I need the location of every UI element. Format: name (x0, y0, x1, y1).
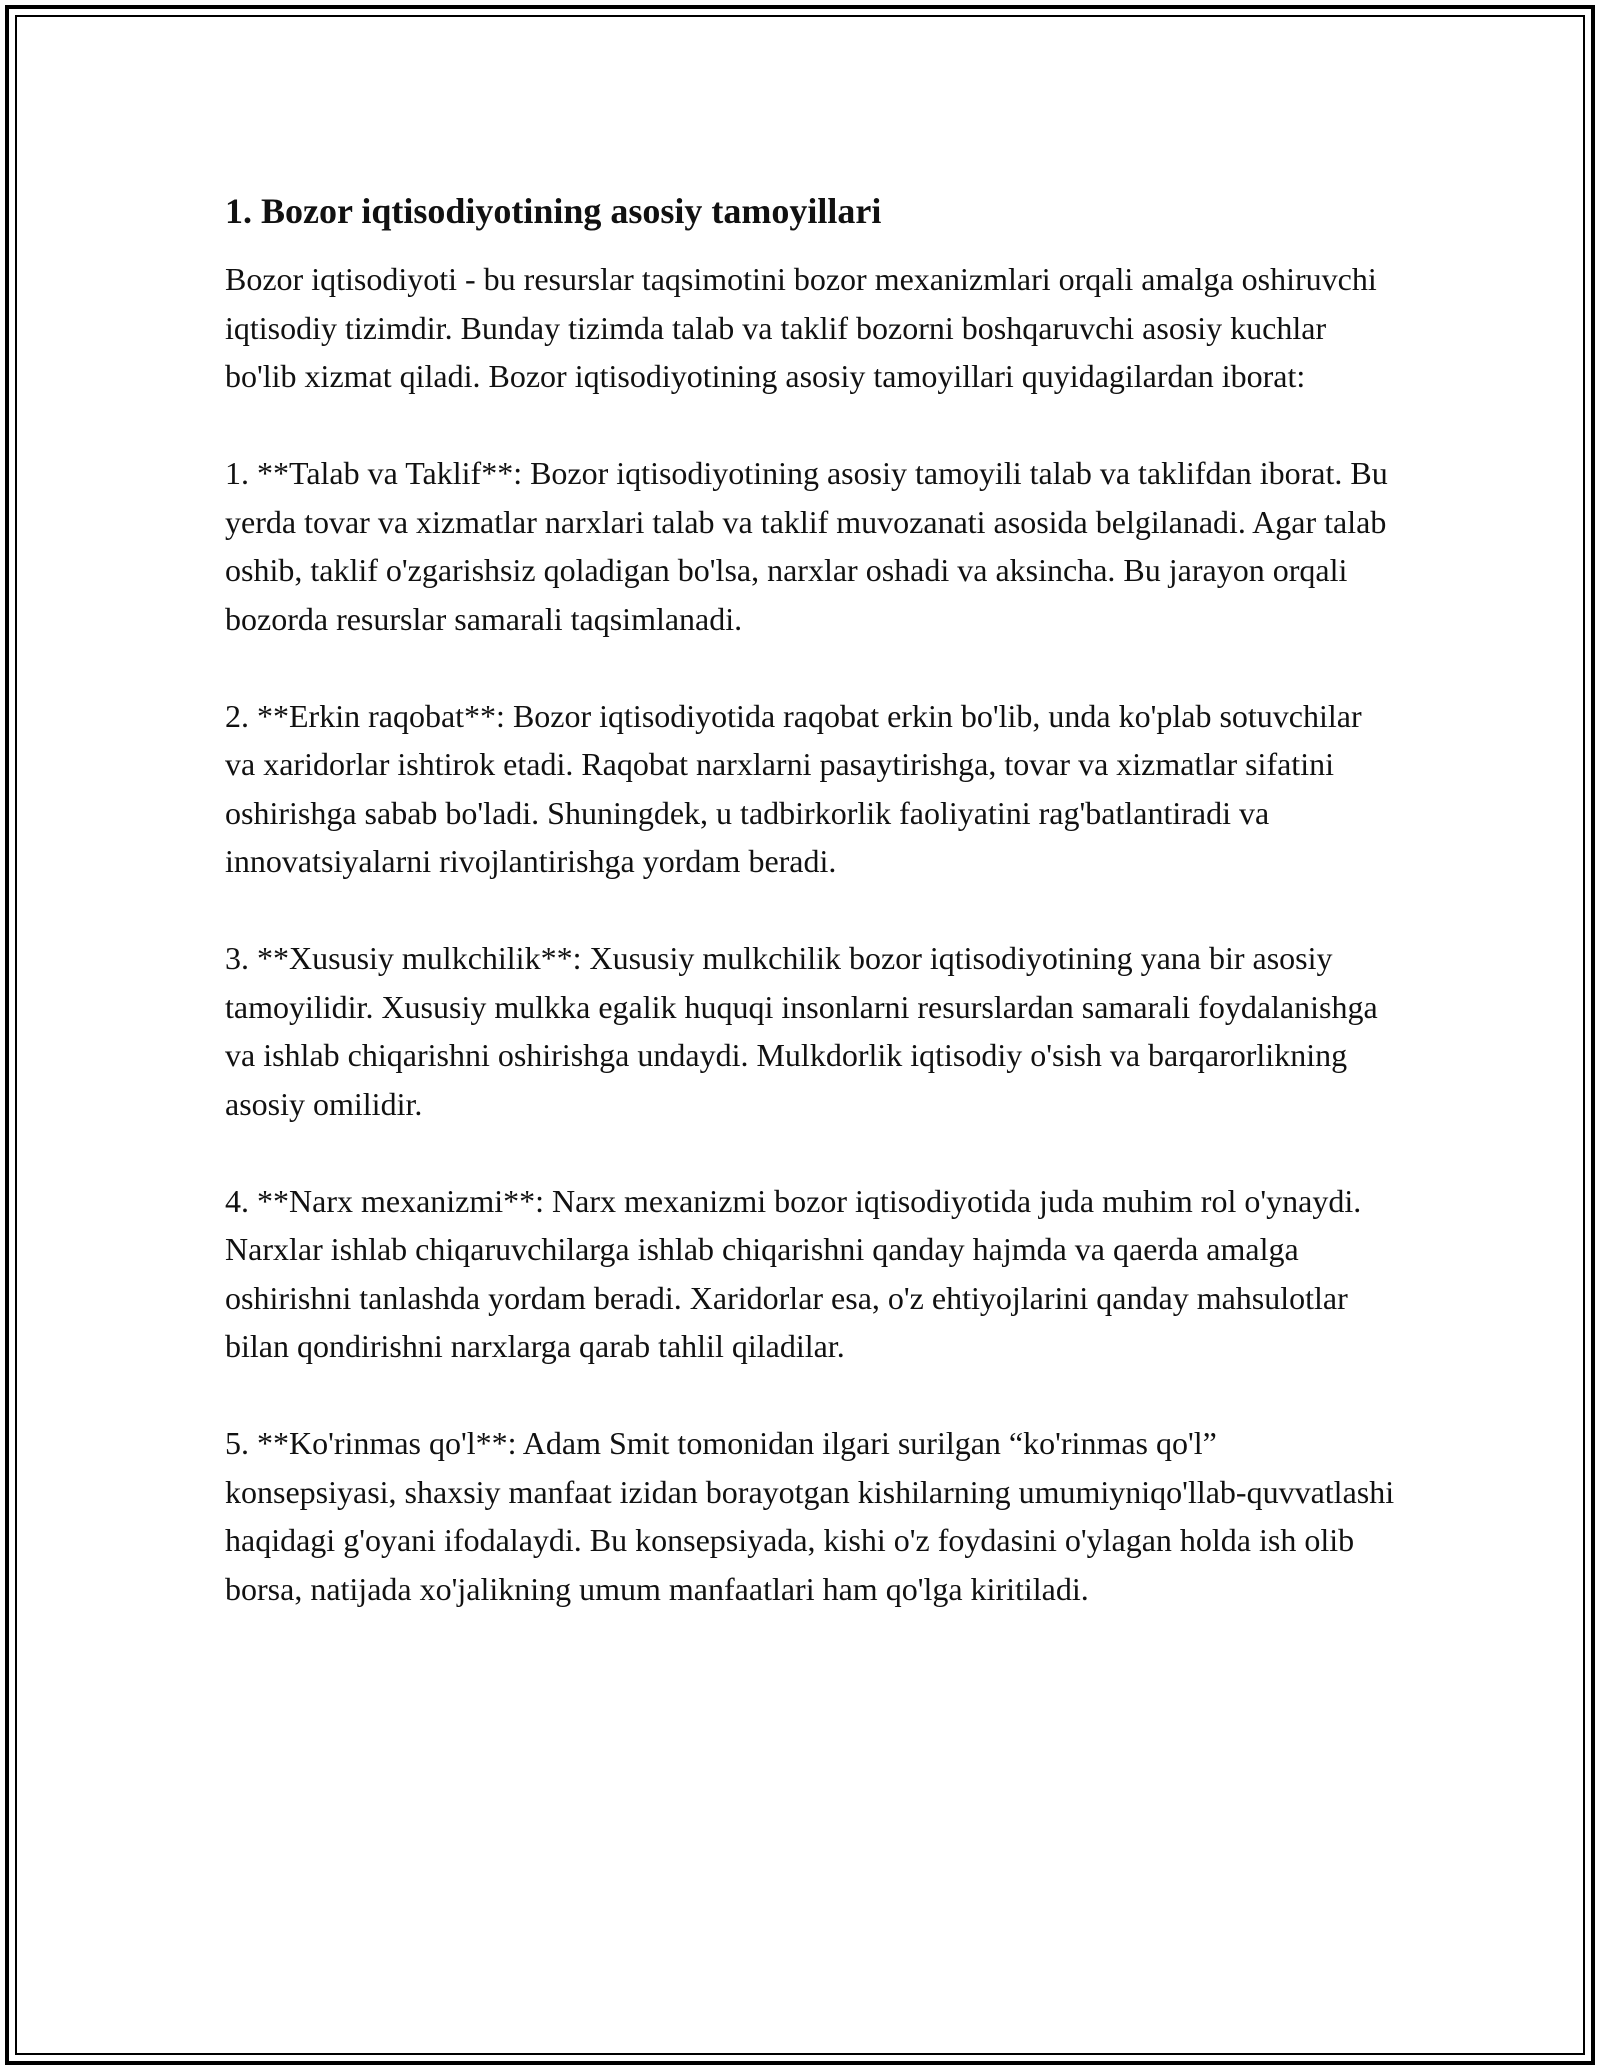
principle-paragraph-5: 5. **Ko'rinmas qo'l**: Adam Smit tomonidan ilgari surilgan “ko'rinmas qo'l” konsepsiyasi, shaxsiy manfaat izidan borayotgan kishilarning umumiyniqo'llab-quvvatlashi haqidagi g'oyani ifodalaydi. Bu konsepsiyada, kishi o'z foydasini o'ylagan holda ish olib borsa, natijada xo'jalikning umum manfaatlari ham qo'lga kiritiladi. (225, 1425, 1395, 1607)
document-body (225, 175, 1395, 1662)
intro-paragraph: Bozor iqtisodiyoti - bu resurslar taqsimotini bozor mexanizmlari orqali amalga oshiruvchi iqtisodiy tizimdir. Bunday tizimda talab va taklif bozorni boshqaruvchi asosiy kuchlar bo'lib xizmat qiladi. Bozor iqtisodiyotining asosiy tamoyillari quyidagilardan iborat: (225, 261, 1377, 394)
principle-paragraph-4: 4. **Narx mexanizmi**: Narx mexanizmi bozor iqtisodiyotida juda muhim rol o'ynaydi. Narxlar ishlab chiqaruvchilarga ishlab chiqarishni qanday hajmda va qaerda amalga oshirishni tanlashda yordam beradi. Xaridorlar esa, o'z ehtiyojlarini qanday mahsulotlar bilan qondirishni narxlarga qarab tahlil qiladilar. (225, 1182, 1362, 1364)
principle-paragraph-3: 3. **Xususiy mulkchilik**: Xususiy mulkchilik bozor iqtisodiyotining yana bir asosiy tamoyilidir. Xususiy mulkka egalik huquqi insonlarni resurslardan samarali foydalanishga va ishlab chiqarishni oshirishga undaydi. Mulkdorlik iqtisodiy o'sish va barqarorlikning asosiy omilidir. (225, 940, 1378, 1122)
principle-paragraph-2: 2. **Erkin raqobat**: Bozor iqtisodiyotida raqobat erkin bo'lib, unda ko'plab sotuvchilar va xaridorlar ishtirok etadi. Raqobat narxlarni pasaytirishga, tovar va xizmatlar sifatini oshirishga sabab bo'ladi. Shuningdek, u tadbirkorlik faoliyatini rag'batlantiradi va innovatsiyalarni rivojlantirishga yordam beradi. (225, 697, 1362, 879)
principle-paragraph-1: 1. **Talab va Taklif**: Bozor iqtisodiyotining asosiy tamoyili talab va taklifdan iborat. Bu yerda tovar va xizmatlar narxlari talab va taklif muvozanati asosida belgilanadi. Agar talab oshib, taklif o'zgarishsiz qoladigan bo'lsa, narxlar oshadi va aksincha. Bu jarayon orqali bozorda resurslar samarali taqsimlanadi. (225, 455, 1388, 637)
section-heading: 1. Bozor iqtisodiyotining asosiy tamoyillari (225, 191, 882, 231)
